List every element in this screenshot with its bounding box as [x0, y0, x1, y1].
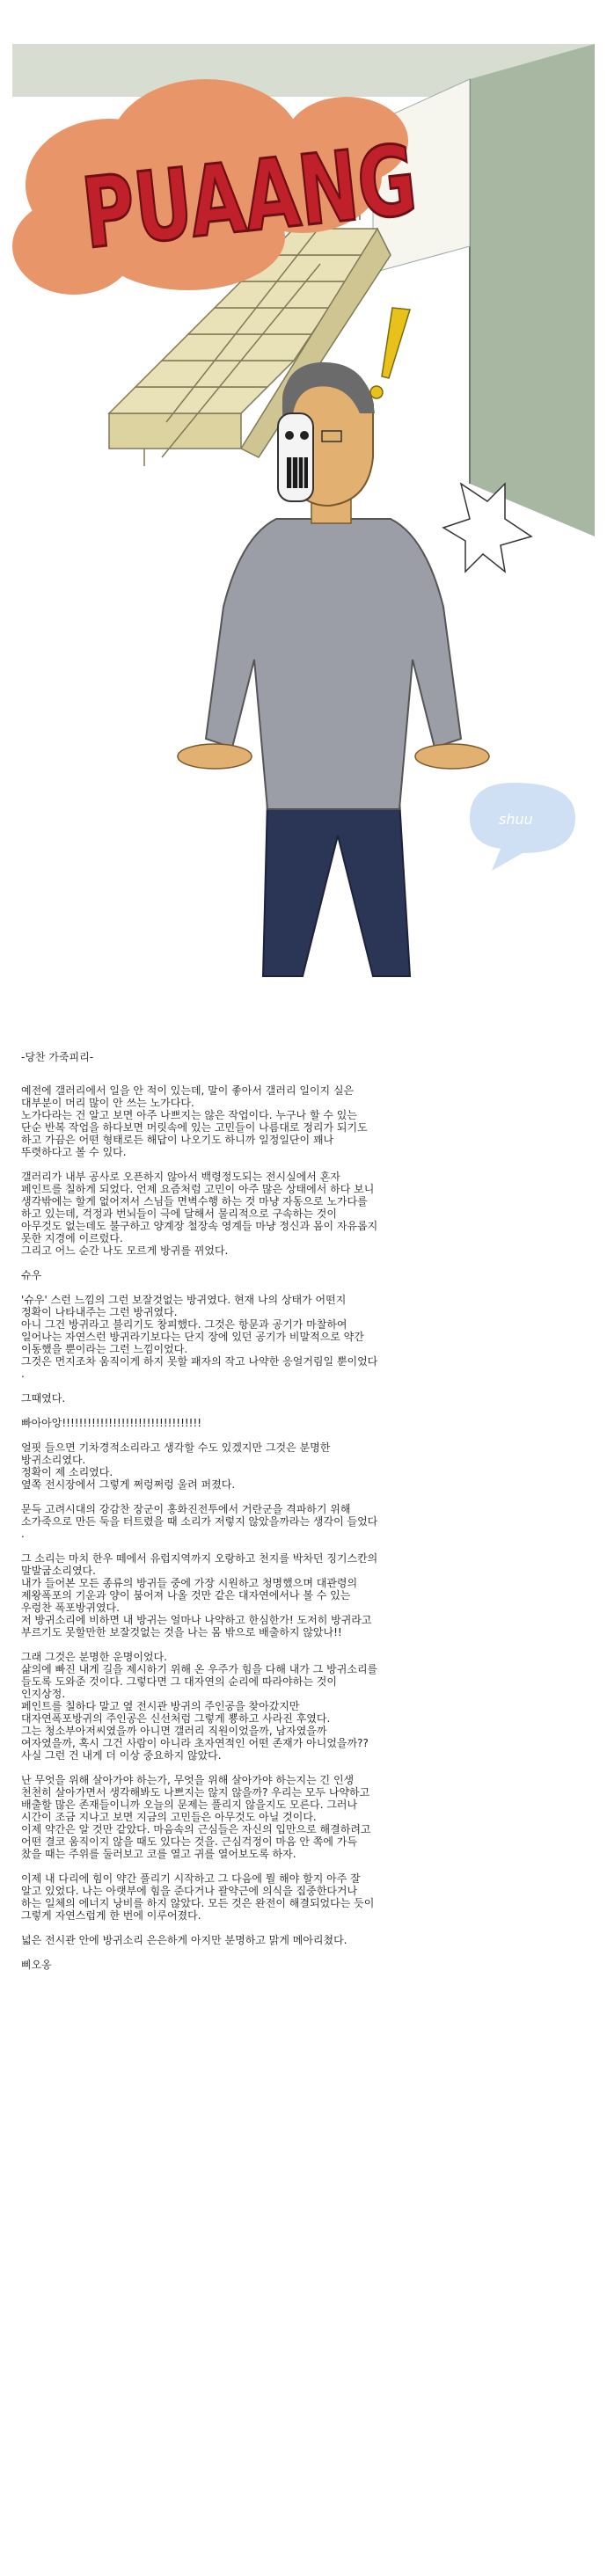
- article-paragraph: [21, 1392, 584, 1405]
- paragraph-line: 노가다라는 건 알고 보면 아주 나쁘지는 않은 작업이다. 누구나 할 수 있는: [21, 1109, 357, 1121]
- paragraph-line: 천천히 살아가면서 생각해봐도 나쁘지는 않지 않을까? 우리는 모두 나약하고: [21, 1786, 370, 1799]
- article-paragraph: [21, 1934, 584, 1946]
- article-paragraph: [21, 1774, 584, 1860]
- paragraph-line: 말발굽소리였다.: [21, 1565, 96, 1577]
- article-paragraph: [21, 1651, 584, 1762]
- paragraph-line: 예전에 갤러리에서 일을 안 적이 있는데, 말이 좋아서 갤러리 일이지 실은: [21, 1084, 355, 1097]
- paragraph-line: 들도록 도와준 것이다. 그렇다면 그 대자연의 순리에 따라야하는 것이: [21, 1675, 337, 1688]
- paragraph-line: 하는 일체의 에너지 낭비를 하지 않았다. 모든 것은 완전이 해결되었다는 듯이: [21, 1897, 375, 1909]
- paragraph-line: .: [21, 1368, 25, 1380]
- paragraph-line: 소가죽으로 만든 둑을 터트렸을 때 소리가 저렇지 않았을까라는 생각이 들었다: [21, 1515, 378, 1528]
- paragraph-line: 이제 내 다리에 힘이 약간 풀리기 시작하고 그 다음에 뭘 해야 할지 아주 잘: [21, 1872, 361, 1885]
- paragraph-line: 정확이 나타내주는 그런 방귀였다.: [21, 1306, 178, 1318]
- paragraph-line: 이동했을 뿐이라는 그런 느낌이었다.: [21, 1343, 188, 1355]
- paragraph-line: 슈우: [21, 1269, 42, 1281]
- paragraph-line: 삐오옹: [21, 1959, 52, 1971]
- paragraph-line: 대부분이 머리 많이 안 쓰는 노가다다.: [21, 1097, 194, 1109]
- right-hand: [415, 744, 489, 769]
- article-paragraph: [21, 1269, 584, 1281]
- paragraph-line: 갤러리가 내부 공사로 오픈하지 않아서 백령정도되는 전시실에서 혼자: [21, 1171, 340, 1183]
- paragraph-line: 어떤 결코 움직이지 않을 때도 있다는 것을. 근심걱정이 마음 안 쪽에 가득: [21, 1835, 357, 1848]
- sound-effect-text: PUAANG: [77, 110, 544, 271]
- story-article: [21, 1051, 584, 1983]
- article-paragraph: [21, 1441, 584, 1491]
- paragraph-line: 사실 그런 건 내게 더 이상 중요하지 않았다.: [21, 1749, 222, 1762]
- paragraph-line: 이제 약간은 알 것만 같았다. 마음속의 근심들은 자신의 입만으로 해결하려고: [21, 1823, 371, 1835]
- paragraph-line: 하고 가끔은 어떤 형태로든 해답이 나오기도 하니까 일정일단이 꽤나: [21, 1134, 334, 1146]
- paragraph-line: 문득 고려시대의 강감찬 장군이 홍화진전투에서 거란군을 격파하기 위해: [21, 1503, 351, 1515]
- paragraph-line: 배출할 많은 존재들이니까 오늘의 문제는 풀리지 않을지도 모른다. 그러나: [21, 1799, 358, 1811]
- article-paragraph: [21, 1552, 584, 1638]
- paragraph-line: 부르기도 못할만한 보잘것없는 것을 나는 몸 밖으로 배출하지 않았나!!: [21, 1626, 342, 1638]
- paragraph-line: 시간이 조금 지나고 보면 지금의 고민들은 아무것도 아닐 것이다.: [21, 1811, 317, 1823]
- paragraph-line: .: [21, 1528, 25, 1540]
- article-paragraph: [21, 1171, 584, 1257]
- paragraph-line: 하고 있는데, 걱정과 번뇌들이 극에 달해서 물리적으로 구속하는 것이: [21, 1208, 337, 1220]
- paragraph-line: 내가 들어본 모든 종류의 방귀들 중에 가장 시원하고 청명했으며 대관령의: [21, 1577, 358, 1589]
- paragraph-line: 난 무엇을 위해 살아가야 하는가, 무엇을 위해 살아가야 하는지는 긴 인생: [21, 1774, 355, 1786]
- paragraph-line: 그것은 먼지조차 움직이게 하지 못할 패자의 작고 나약한 응얼거림일 뿐이었다: [21, 1355, 378, 1368]
- paragraph-line: 제왕폭포의 기운과 양이 붐어져 나올 것만 같은 대자연에서나 볼 수 있는: [21, 1589, 351, 1602]
- article-paragraph: [21, 1084, 584, 1158]
- paragraph-line: 못한 지경에 이르렀다.: [21, 1232, 123, 1244]
- paragraph-line: 알고 있었다. 나는 아랫부에 힘을 준다거나 괄약근에 의식을 집중한다거나: [21, 1885, 358, 1897]
- paragraph-line: 옆쪽 전시장에서 그렇게 쩌렁쩌렁 울려 퍼졌다.: [21, 1478, 236, 1491]
- article-paragraph: [21, 1294, 584, 1380]
- article-paragraph: [21, 1503, 584, 1540]
- article-title: -당찬 가죽피리-: [21, 1051, 94, 1063]
- shuu-bubble-text: shuu: [499, 811, 533, 828]
- article-paragraph: [21, 1417, 584, 1429]
- paragraph-line: 방귀소리였다.: [21, 1454, 86, 1466]
- paragraph-line: 생각밖에는 할게 없어져서 스님들 면벽수행 하는 것 마냥 자동으로 노가다를: [21, 1195, 368, 1208]
- paragraph-line: 삶의에 빠진 내게 길을 제시하기 위해 온 우주가 힘을 다해 내가 그 방귀소리를: [21, 1663, 378, 1675]
- paragraph-line: 그리고 어느 순간 나도 모르게 방귀를 뀌었다.: [21, 1244, 229, 1257]
- paragraph-line: 넓은 전시관 안에 방귀소리 은은하게 아지만 분명하고 맑게 메아리쳤다.: [21, 1934, 347, 1946]
- paragraph-line: 그렇게 자연스럽게 한 번에 이루어졌다.: [21, 1909, 201, 1922]
- paragraph-line: '슈우' 스런 느낌의 그런 보잘것없는 방귀였다. 현재 나의 상태가 어떤지: [21, 1294, 347, 1306]
- right-wall: [470, 44, 595, 536]
- paragraph-line: 얼핏 들으면 기차경적소리라고 생각할 수도 있겠지만 그것은 분명한: [21, 1441, 331, 1454]
- paragraph-line: 그래 그것은 분명한 운명이었다.: [21, 1651, 167, 1663]
- paragraph-line: 페인트를 칠하게 되었다. 언제 요즘처럼 고민이 아주 많은 상태에서 하다 보니: [21, 1183, 375, 1195]
- paragraph-line: 페인트를 칠하다 말고 옆 전시관 방귀의 주인공을 찾아갔지만: [21, 1700, 300, 1712]
- paragraph-line: 그 소리는 마치 한우 떼에서 유럽지역까지 오랑하고 천지를 박차던 징기스칸의: [21, 1552, 378, 1565]
- paragraph-line: 여자였을까, 혹시 그건 사람이 아니라 초자연적인 어떤 존재가 아니었을까??: [21, 1737, 369, 1749]
- paragraph-line: 일어나는 자연스런 방귀라기보다는 단지 장에 있던 공기가 비말적으로 약간: [21, 1331, 364, 1343]
- paragraph-line: 저 방귀소리에 비하면 내 방귀는 얼마나 나약하고 한심한가! 도저히 방귀라고: [21, 1614, 372, 1626]
- comic-illustration: [12, 44, 595, 985]
- paragraph-line: 단순 반복 작업을 하다보면 머릿속에 있는 고민들이 나름대로 정리가 되기도: [21, 1121, 368, 1134]
- left-hand: [178, 744, 252, 769]
- paragraph-line: 그는 청소부아저씨였을까 아니면 갤러리 직원이었을까, 남자였을까: [21, 1725, 327, 1737]
- paragraph-line: 인지상정.: [21, 1688, 66, 1700]
- paragraph-line: 뚜렷하다고 볼 수 있다.: [21, 1146, 127, 1158]
- paragraph-line: 아니 그건 방귀라고 불리기도 창피했다. 그것은 항문과 공기가 마찰하여: [21, 1318, 347, 1331]
- paragraph-line: 빠아아앙!!!!!!!!!!!!!!!!!!!!!!!!!!!!!!!!!: [21, 1417, 202, 1429]
- paragraph-line: 우렁찬 폭포방귀였다.: [21, 1602, 120, 1614]
- illustration-drawing: [12, 44, 595, 985]
- paragraph-line: 찼을 때는 주위를 둘러보고 코를 열고 귀를 열어보도록 하자.: [21, 1848, 296, 1860]
- article-paragraph: [21, 1872, 584, 1922]
- paragraph-line: 아무것도 없는데도 불구하고 양계장 철장속 영계들 마냥 정신과 몸이 자유롭지: [21, 1220, 378, 1232]
- paragraph-line: 정확이 제 소리였다.: [21, 1466, 113, 1478]
- article-paragraph: [21, 1959, 584, 1971]
- paragraph-line: 대자연폭포방귀의 주인공은 신선처럼 그렇게 뿅하고 사라진 후였다.: [21, 1712, 331, 1725]
- paragraph-line: 그때였다.: [21, 1392, 66, 1405]
